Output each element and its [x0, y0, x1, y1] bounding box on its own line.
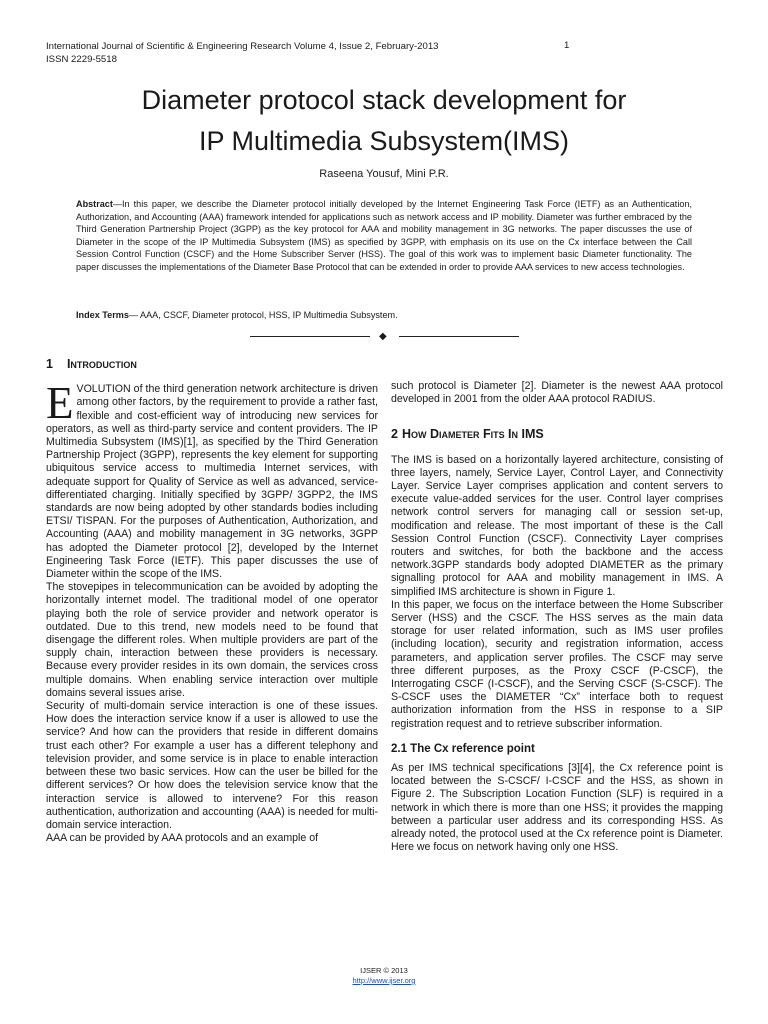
separator-line-right: [399, 336, 519, 337]
section-1-number: 1: [46, 357, 53, 371]
paper-title-line-1: Diameter protocol stack development for: [141, 85, 627, 115]
section-2-paragraph-2: In this paper, we focus on the interface between the Home Subscriber Server (HSS) and the CSCF. The HSS serves as the main data storage for user related information, such as IMS user profiles (including location), security and registration information, access parameters, and application server profiles. The CSCF may serve three different purposes, as the Proxy CSCF (P-CSCF), the Interrogating CSCF (I-CSCF), and the Serving CSCF (S-CSCF). The S-CSCF uses the DIAMETER “Cx” interface both to request authorization information from the HSS in response to a SIP registration request and to retrieve subscriber information.: [391, 598, 723, 730]
page-footer: [0, 966, 768, 986]
paper-title-line-2: IP Multimedia Subsystem(IMS): [198, 126, 570, 156]
subsection-2-1-paragraph: As per IMS technical specifications [3][4], the Cx reference point is located between the S-CSCF/ I-CSCF and the HSS, as shown in Figure 2. The Subscription Location Function (SLF) is required in a network in which there is more than one HSS; it provides the mapping between a particular user address and its corresponding HSS. As already noted, the protocol used at the Cx reference point is Diameter. Here we focus on network having only one HSS.: [391, 762, 723, 854]
abstract-label: Abstract: [76, 199, 113, 209]
section-2-title: How Diameter Fits In IMS: [401, 427, 544, 442]
issn: ISSN 2229-5518: [46, 54, 117, 65]
index-terms-text: — AAA, CSCF, Diameter protocol, HSS, IP Multimedia Subsystem.: [128, 310, 398, 320]
right-column: [391, 380, 723, 855]
authors: Raseena Yousuf, Mini P.R.: [319, 168, 449, 180]
section-1-paragraph-1-text: VOLUTION of the third generation network architecture is driven among other factors, by the requirement to provide a rather fast, flexible and cost-efficient way of introducing new services for operators, as well as third-party service and content providers. The IP Multimedia Subsystem (IMS)[1], as specified by the Third Generation Partnership Project (3GPP), represents the key element for supporting ubiquitous service access to multimedia Internet services, with adequate support for Quality of Service as well as advanced, service-differentiated charging. Initially specified by 3GPP/ 3GPP2, the IMS standards are now being adopted by other standards bodies including ETSI/ TISPAN. For the purposes of Authentication, Authorization, and Accounting (AAA) and mobility management in 3G networks, 3GPP has adopted the Diameter protocol [2], developed by the Internet Engineering Task Force (IETF). This paper discusses the use of Diameter within the scope of the IMS.: [46, 383, 378, 581]
index-terms-label: Index Terms: [76, 310, 129, 320]
left-column: [46, 358, 378, 845]
subsection-2-1-heading: 2.1 The Cx reference point: [391, 742, 535, 755]
section-2-number: 2: [391, 427, 398, 442]
page-number: 1: [564, 40, 570, 51]
section-1-heading: [46, 358, 378, 371]
section-1-paragraph-4-continued: such protocol is Diameter [2]. Diameter is the newest AAA protocol developed in 2001 from the older AAA protocol RADIUS.: [391, 380, 723, 406]
footer-copyright: IJSER © 2013: [360, 966, 408, 975]
section-1-paragraph-4: AAA can be provided by AAA protocols and an example of: [46, 832, 319, 845]
abstract-text: —In this paper, we describe the Diameter protocol initially developed by the Internet Engineering Task Force (IETF) as an Authentication, Authorization, and Accounting (AAA) framework intended for applications such as network access and IP mobility. Diameter was further embraced by the Third Generation Partnership Project (3GPP) as the key protocol for AAA and mobility management in 3G networks. The paper discusses the use of Diameter in the scope of the IP Multimedia Subsystem (IMS) as specified by 3GPP, with emphasis on its use on the Cx interface between the Call Session Control Function (CSCF) and the Home Subscriber Server (HSS). The goal of this work was to implement basic Diameter functionality. The paper discusses the implementations of the Diameter Base Protocol that can be extended in order to provide AAA services to new access technologies.: [76, 199, 692, 272]
journal-header: [46, 40, 439, 66]
section-1-paragraph-1: [46, 378, 378, 581]
section-1-title: Introduction: [66, 357, 137, 371]
separator-line-left: [250, 336, 370, 337]
abstract: [76, 198, 692, 274]
drop-cap: E: [46, 378, 74, 429]
footer-url-link[interactable]: http://www.ijser.org: [352, 976, 416, 985]
separator-diamond-icon: ◆: [379, 331, 387, 342]
section-1-paragraph-2: The stovepipes in telecommunication can be avoided by adopting the horizontally internet model. The traditional model of one operator playing both the role of service provider and network operator is outdated. Due to this trend, new models need to be found that disengage the different roles. When multiple providers are part of the supply chain, interaction between these providers is necessary. Because every provider resides in its own domain, the services cross multiple domains. When enabling service interaction over multiple domains several issues arise.: [46, 581, 378, 699]
index-terms: [76, 310, 692, 320]
section-2-heading: [391, 428, 723, 441]
journal-name: International Journal of Scientific & Engineering Research Volume 4, Issue 2, February-2013: [46, 41, 439, 52]
section-2-paragraph-1: The IMS is based on a horizontally layered architecture, consisting of three layers, namely, Service Layer, Control Layer, and Connectivity Layer. Service Layer comprises application and content servers to execute value-added services for the user. Control layer comprises network control servers for managing call or session set-up, modification and release. The most important of these is the Call Session Control Function (CSCF). Connectivity Layer comprises routers and switches, for both the backbone and the access network.3GPP standards body adopted DIAMETER as the primary signalling protocol for AAA and mobility management in IMS. A simplified IMS architecture is shown in Figure 1.: [391, 453, 723, 598]
section-1-paragraph-3: Security of multi-domain service interaction is one of these issues. How does the interaction service know if a user is allowed to use the service? And how can the providers that reside in different domains trust each other? For example a user has a different telephony and television provider, and some service is in place to enable interaction between these two basic services. How can the user be billed for the different services? Or how does the television service know that the interaction service is allowed to intervene? For this reason authentication, authorization and accounting (AAA) is needed for multi-domain service interaction.: [46, 700, 378, 831]
